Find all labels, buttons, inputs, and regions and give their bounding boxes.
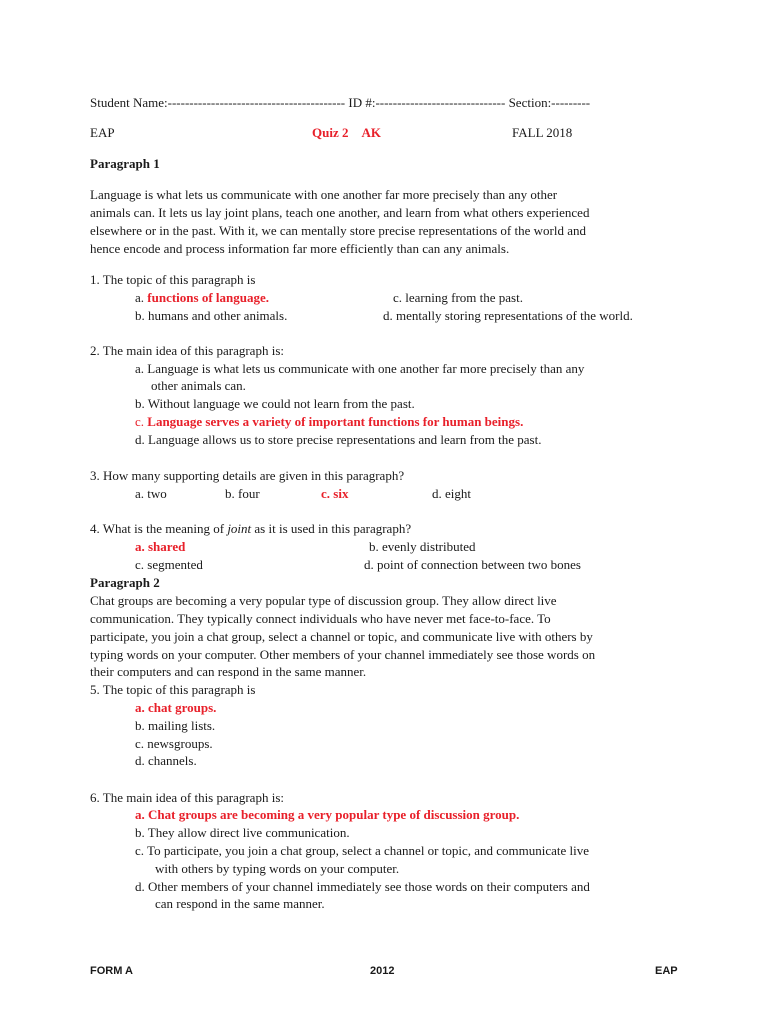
question-2-option-c: c. Language serves a variety of important functions for human beings.: [135, 414, 524, 429]
question-5-option-b: b. mailing lists.: [135, 718, 216, 733]
question-1-option-c: c. learning from the past.: [393, 290, 523, 305]
question-6-option-c: c. To participate, you join a chat group, select a channel or topic, and communicate live: [135, 843, 590, 858]
question-2-option-d: d. Language allows us to store precise representations and learn from the past.: [135, 432, 542, 447]
question-2-option-b: b. Without language we could not learn from the past.: [135, 396, 415, 411]
question-3-option-b: b. four: [225, 486, 260, 501]
paragraph-2-line: their computers and can respond in the same manner.: [90, 664, 367, 679]
question-3-option-d: d. eight: [432, 486, 471, 501]
question-5-option-c: c. newsgroups.: [135, 736, 213, 751]
question-1-option-a: a. functions of language.: [135, 290, 269, 305]
paragraph-1-line: Language is what lets us communicate with one another far more precisely than any other: [90, 187, 558, 202]
emphasized-word: joint: [227, 521, 252, 536]
answer-key-label: AK: [361, 125, 381, 140]
paragraph-2-heading: Paragraph 2: [90, 575, 160, 590]
term-label: FALL 2018: [512, 125, 573, 140]
question-4-option-a: a. shared: [135, 539, 186, 554]
paragraph-2-line: typing words on your computer. Other members of your channel immediately see those words on: [90, 647, 596, 662]
question-3-stem: 3. How many supporting details are given in this paragraph?: [90, 468, 405, 483]
footer-year: 2012: [370, 965, 395, 977]
question-5-option-a: a. chat groups.: [135, 700, 217, 715]
question-2-option-a: a. Language is what lets us communicate with one another far more precisely than any: [135, 361, 585, 376]
correct-answer: Language serves a variety of important functions for human beings.: [147, 414, 524, 429]
question-6-option-b: b. They allow direct live communication.: [135, 825, 350, 840]
student-info-line: Student Name:----------------------------------------- ID #:------------------------------ Section:---------: [90, 95, 591, 110]
question-4-option-b: b. evenly distributed: [369, 539, 476, 554]
question-2-option-a-cont: other animals can.: [151, 378, 246, 393]
question-1-stem: 1. The topic of this paragraph is: [90, 272, 256, 287]
question-6-option-d-cont: can respond in the same manner.: [155, 896, 325, 911]
paragraph-1-heading: Paragraph 1: [90, 156, 160, 171]
paragraph-1-line: hence encode and process information far more efficiently than can any animals.: [90, 241, 510, 256]
question-3-option-c: c. six: [321, 486, 349, 501]
question-4-option-d: d. point of connection between two bones: [364, 557, 581, 572]
question-3-option-a: a. two: [135, 486, 167, 501]
paragraph-1-line: elsewhere or in the past. With it, we can mentally store precise representations of the world and: [90, 223, 586, 238]
quiz-title: [312, 124, 381, 142]
paragraph-2-line: participate, you join a chat group, select a channel or topic, and communicate live with others by: [90, 629, 593, 644]
footer-form-label: FORM A: [90, 965, 133, 977]
course-label: EAP: [90, 125, 115, 140]
question-6-option-a: a. Chat groups are becoming a very popular type of discussion group.: [135, 807, 520, 822]
question-5-stem: 5. The topic of this paragraph is: [90, 682, 256, 697]
question-5-option-d: d. channels.: [135, 753, 197, 768]
question-4-stem: 4. What is the meaning of joint as it is used in this paragraph?: [90, 521, 412, 536]
paragraph-2-line: Chat groups are becoming a very popular type of discussion group. They allow direct live: [90, 593, 557, 608]
question-6-option-d: d. Other members of your channel immediately see those words on their computers and: [135, 879, 590, 894]
question-2-stem: 2. The main idea of this paragraph is:: [90, 343, 284, 358]
question-6-option-c-cont: with others by typing words on your computer.: [155, 861, 400, 876]
question-1-option-b: b. humans and other animals.: [135, 308, 288, 323]
quiz-label: Quiz 2: [312, 125, 349, 140]
paragraph-1-line: animals can. It lets us lay joint plans, teach one another, and learn from what others experienced: [90, 205, 590, 220]
question-1-option-d: d. mentally storing representations of the world.: [383, 308, 633, 323]
question-6-stem: 6. The main idea of this paragraph is:: [90, 790, 284, 805]
correct-answer: functions of language.: [147, 290, 269, 305]
footer-course: EAP: [655, 965, 678, 977]
question-4-option-c: c. segmented: [135, 557, 203, 572]
paragraph-2-line: communication. They typically connect individuals who have never met face-to-face. To: [90, 611, 551, 626]
